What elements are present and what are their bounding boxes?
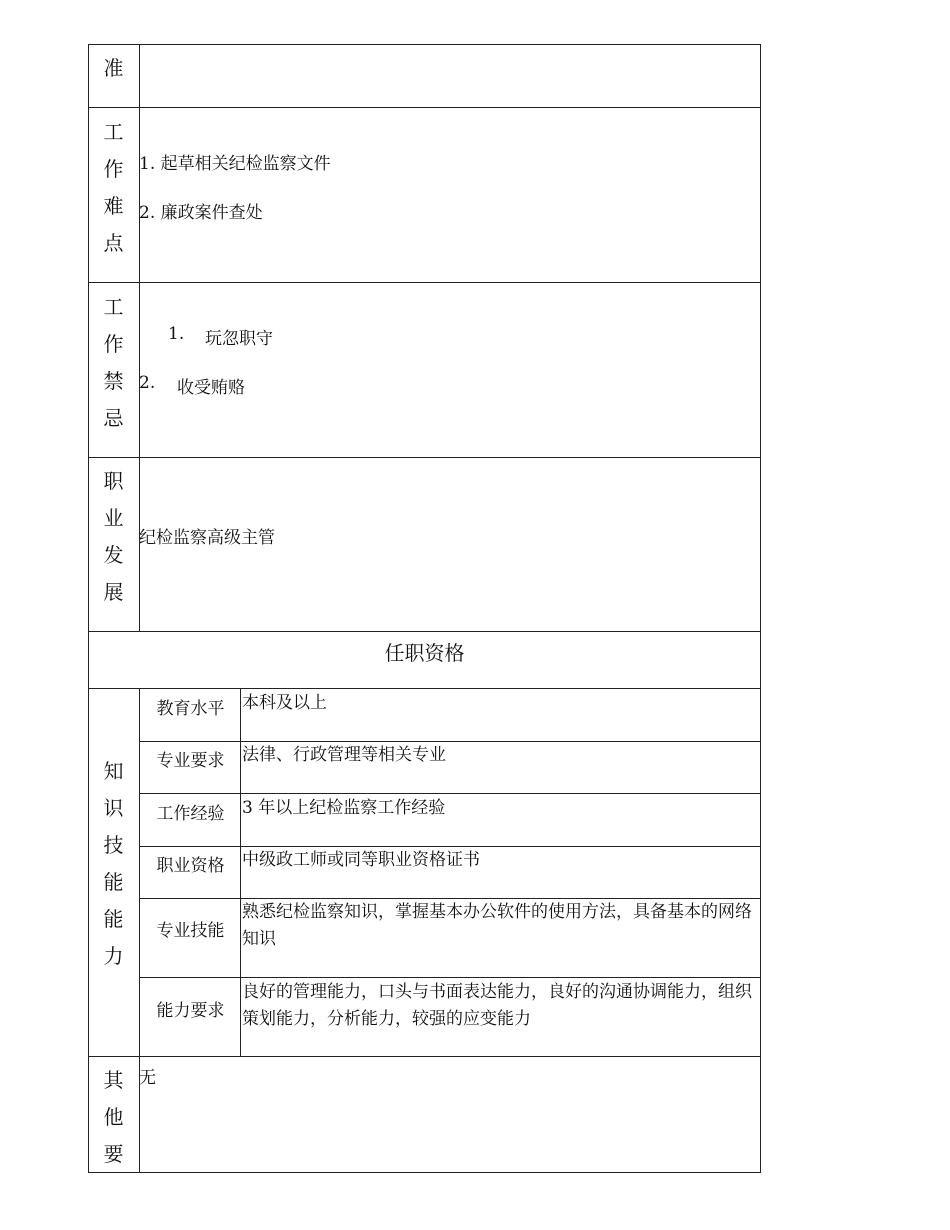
career-label: 职 业 发 展 — [103, 469, 124, 604]
row-divider — [88, 282, 761, 283]
row-divider — [88, 1056, 761, 1057]
other-requirements-value: 无 — [139, 1068, 156, 1088]
row-divider — [88, 107, 761, 108]
taboo-item-text: 收受贿赂 — [177, 378, 245, 398]
row-divider — [139, 793, 761, 794]
column-divider — [139, 688, 140, 1173]
qualification-value: 法律、行政管理等相关专业 — [242, 745, 446, 765]
qualification-value: 本科及以上 — [242, 693, 327, 713]
qualification-value: 熟悉纪检监察知识，掌握基本办公软件的使用方法，具备基本的网络知识 — [242, 902, 752, 949]
standard-label: 准 — [103, 56, 124, 80]
difficulty-label: 工 作 难 点 — [103, 120, 124, 255]
row-divider — [88, 631, 761, 632]
taboo-item-text: 玩忽职守 — [205, 329, 273, 349]
row-divider — [139, 977, 761, 978]
knowledge-skills-label: 知 识 技 能 能 力 — [103, 759, 124, 968]
qualifications-header: 任职资格 — [384, 641, 465, 665]
difficulty-line: 1. 起草相关纪检监察文件 — [139, 154, 331, 174]
taboo-item-number: 2. — [139, 373, 156, 393]
career-path: 纪检监察高级主管 — [139, 528, 275, 548]
qualification-label: 职业资格 — [156, 856, 225, 876]
qualification-label: 专业技能 — [156, 921, 225, 941]
qualification-label: 工作经验 — [156, 804, 225, 824]
row-divider — [88, 688, 761, 689]
qualification-label: 能力要求 — [156, 1001, 225, 1021]
qualification-value: 良好的管理能力，口头与书面表达能力，良好的沟通协调能力，组织策划能力，分析能力，较强的应变能力 — [242, 982, 752, 1029]
qualification-value: 3 年以上纪检监察工作经验 — [242, 798, 446, 818]
qualification-label: 专业要求 — [156, 751, 225, 771]
row-divider — [88, 457, 761, 458]
qualification-value: 中级政工师或同等职业资格证书 — [242, 850, 480, 870]
taboo-label: 工 作 禁 忌 — [103, 295, 124, 430]
column-divider — [240, 688, 241, 1056]
difficulty-line: 2. 廉政案件查处 — [139, 203, 263, 223]
taboo-item-number: 1. — [168, 324, 185, 344]
qualification-label: 教育水平 — [156, 699, 225, 719]
other-requirements-label: 其 他 要 — [103, 1068, 124, 1166]
